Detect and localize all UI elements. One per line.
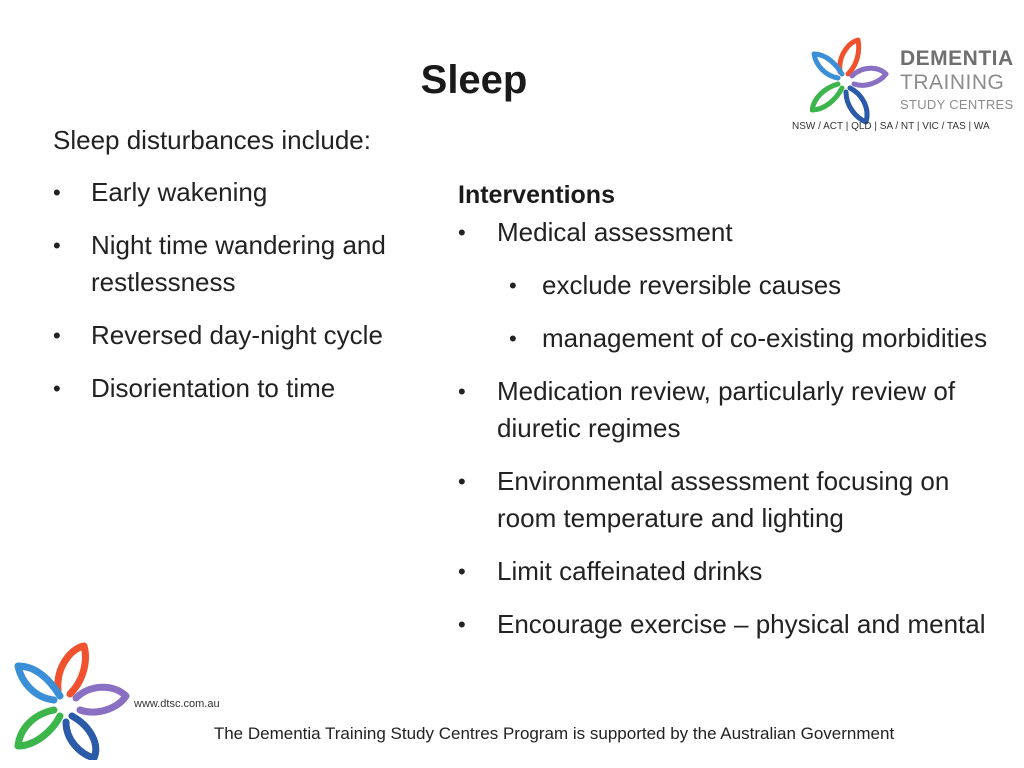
logo-line-study-centres: STUDY CENTRES: [900, 97, 1014, 112]
bullet-icon: •: [458, 612, 466, 637]
footer-text: The Dementia Training Study Centres Program is supported by the Australian Government: [213, 724, 895, 743]
bullet-icon: •: [53, 323, 61, 349]
bullet-icon: •: [53, 233, 61, 259]
right-column: [458, 180, 998, 659]
bullet-icon: •: [458, 559, 466, 584]
list-item: • Early wakening: [53, 174, 438, 211]
bullet-icon: •: [458, 469, 466, 494]
left-column: [53, 125, 438, 423]
bullet-icon: •: [509, 326, 517, 351]
list-item: • Medical assessment • exclude reversible causes • management of co-existing morbidities: [458, 214, 998, 357]
logo-line-dementia: DEMENTIA: [900, 47, 1014, 70]
states-list: NSW / ACT | QLD | SA / NT | VIC / TAS | WA: [792, 121, 990, 132]
list-item: • Encourage exercise – physical and mental: [458, 606, 998, 643]
flower-logo-icon: [810, 36, 890, 126]
bullet-icon: •: [53, 180, 61, 206]
list-item: • Night time wandering and restlessness: [53, 227, 438, 301]
slide-title: Sleep: [420, 58, 528, 102]
sub-list: [497, 267, 998, 357]
list-item: • Reversed day-night cycle: [53, 317, 438, 354]
list-item: • Environmental assessment focusing on room temperature and lighting: [458, 463, 998, 537]
logo-line-training: TRAINING: [900, 71, 1005, 94]
sub-list-item: • management of co-existing morbidities: [497, 320, 998, 357]
interventions-heading: Interventions: [458, 181, 615, 209]
list-item: • Medication review, particularly review of diuretic regimes: [458, 373, 998, 447]
sleep-disturbance-list: [53, 174, 438, 407]
dtsc-logo: [810, 36, 1014, 126]
list-item: • Disorientation to time: [53, 370, 438, 407]
bullet-icon: •: [458, 379, 466, 404]
website-url: www.dtsc.com.au: [134, 698, 220, 710]
bullet-icon: •: [509, 273, 517, 298]
bullet-icon: •: [458, 220, 466, 245]
bullet-icon: •: [53, 376, 61, 402]
sub-list-item: • exclude reversible causes: [497, 267, 998, 304]
interventions-list: [458, 214, 998, 643]
list-item: • Limit caffeinated drinks: [458, 553, 998, 590]
left-intro: Sleep disturbances include:: [53, 125, 371, 155]
